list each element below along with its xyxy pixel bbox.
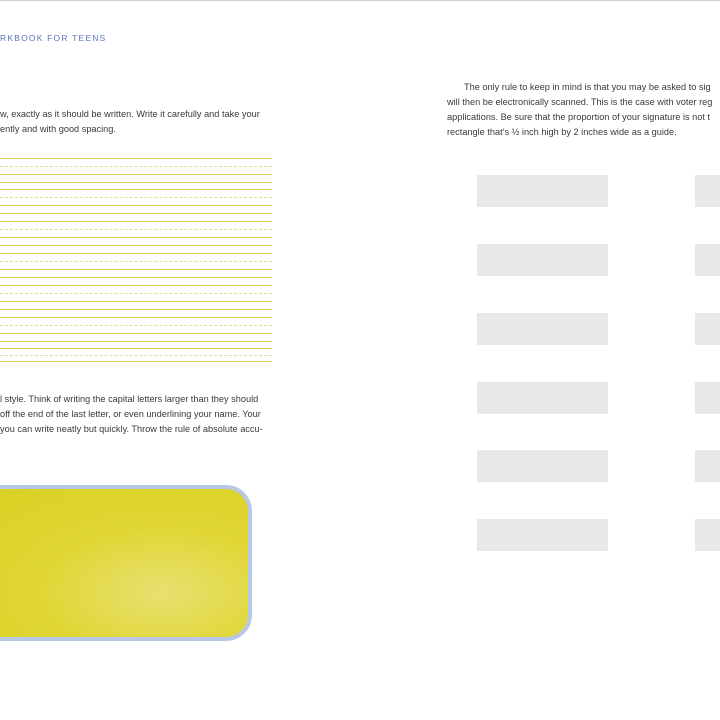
signature-rule-paragraph [447, 80, 712, 140]
rule-line: The only rule to keep in mind is that you may be asked to sig [464, 82, 711, 92]
signature-box[interactable] [695, 519, 720, 551]
style-line: l style. Think of writing the capital letters larger than they should [0, 394, 259, 404]
signature-highlight-box [0, 485, 252, 641]
signature-box[interactable] [477, 313, 608, 345]
top-border-rule [0, 0, 720, 1]
signature-box[interactable] [695, 450, 720, 482]
signature-box[interactable] [477, 450, 608, 482]
signature-box[interactable] [477, 519, 608, 551]
rule-line: will then be electronically scanned. This is the case with voter reg [447, 97, 713, 107]
intro-line: w, exactly as it should be written. Write it carefully and take your [0, 109, 260, 119]
style-line: you can write neatly but quickly. Throw the rule of absolute accu- [0, 424, 263, 434]
intro-line: ently and with good spacing. [0, 124, 116, 134]
style-line: off the end of the last letter, or even underlining your name. Your [0, 409, 261, 419]
signature-box[interactable] [477, 175, 608, 207]
style-paragraph [0, 392, 263, 437]
signature-box[interactable] [695, 313, 720, 345]
signature-box[interactable] [477, 382, 608, 414]
running-head: RKBOOK FOR TEENS [0, 33, 107, 43]
handwriting-practice-lines [0, 158, 272, 362]
intro-paragraph [0, 107, 260, 137]
signature-box[interactable] [695, 244, 720, 276]
rule-line: applications. Be sure that the proportion of your signature is not t [447, 112, 711, 122]
rule-line: rectangle that’s ½ inch high by 2 inches wide as a guide. [447, 127, 677, 137]
signature-box[interactable] [477, 244, 608, 276]
signature-box[interactable] [695, 382, 720, 414]
signature-box[interactable] [695, 175, 720, 207]
